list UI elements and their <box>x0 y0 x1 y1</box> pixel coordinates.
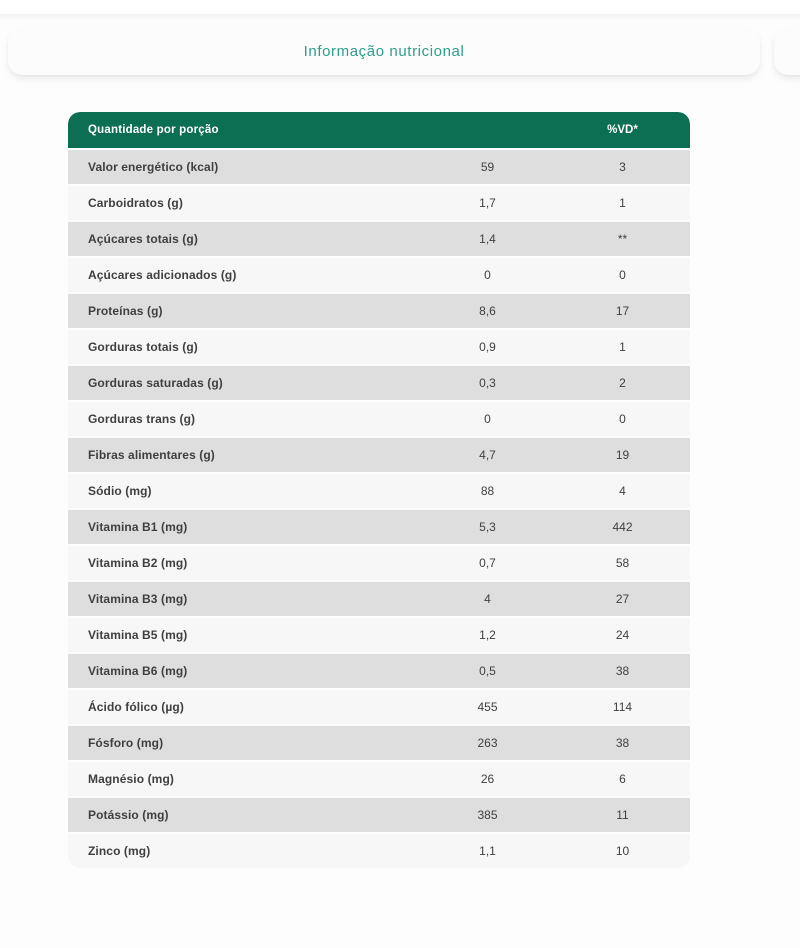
nutrient-label: Proteínas (g) <box>88 304 163 318</box>
nutrient-label: Vitamina B1 (mg) <box>88 520 188 534</box>
table-row <box>68 150 690 184</box>
nutrient-label: Açúcares totais (g) <box>88 232 198 246</box>
nutrient-quantity: 4,7 <box>479 448 496 462</box>
nutrient-quantity: 0,5 <box>479 664 496 678</box>
nutrient-label: Fósforo (mg) <box>88 736 164 750</box>
nutrient-quantity: 0 <box>484 412 491 426</box>
nutrient-vd: 27 <box>615 592 630 606</box>
nutrient-quantity: 1,2 <box>479 628 496 642</box>
nutrient-label: Açúcares adicionados (g) <box>88 268 237 282</box>
nutrient-quantity: 59 <box>480 160 495 174</box>
nutrient-vd: 2 <box>619 376 626 390</box>
nutrient-vd: 6 <box>619 772 626 786</box>
nutrient-quantity: 385 <box>477 808 498 822</box>
nutrient-label: Gorduras totais (g) <box>88 340 198 354</box>
table-row <box>68 258 690 292</box>
table-row <box>68 762 690 796</box>
table-row <box>68 438 690 472</box>
nutrient-vd: 19 <box>615 448 630 462</box>
table-row <box>68 582 690 616</box>
table-body <box>68 150 690 868</box>
nutrient-quantity: 1,1 <box>479 844 496 858</box>
nutrient-vd: 38 <box>615 664 630 678</box>
table-row <box>68 546 690 580</box>
nutrient-quantity: 88 <box>480 484 495 498</box>
nutrition-table <box>68 112 690 868</box>
nutrient-vd: 1 <box>619 340 626 354</box>
nutrient-vd: ** <box>617 232 628 246</box>
nutrient-label: Fibras alimentares (g) <box>88 448 215 462</box>
nutrient-label: Ácido fólico (µg) <box>88 700 184 714</box>
column-header-vd: %VD* <box>607 124 638 136</box>
nutrient-quantity: 26 <box>480 772 495 786</box>
nutrient-quantity: 0,9 <box>479 340 496 354</box>
table-row <box>68 294 690 328</box>
table-row <box>68 798 690 832</box>
nutrient-vd: 17 <box>615 304 630 318</box>
nutrient-quantity: 1,7 <box>479 196 496 210</box>
nutrient-label: Zinco (mg) <box>88 844 151 858</box>
table-row <box>68 618 690 652</box>
column-header-quantity: Quantidade por porção <box>88 124 219 136</box>
table-row <box>68 690 690 724</box>
nutrient-quantity: 0,3 <box>479 376 496 390</box>
nutrient-quantity: 455 <box>477 700 498 714</box>
nutrient-label: Vitamina B5 (mg) <box>88 628 188 642</box>
accordion-title: Informação nutricional <box>303 43 465 60</box>
nutrient-label: Potássio (mg) <box>88 808 169 822</box>
nutrient-vd: 442 <box>612 520 633 534</box>
nutrient-label: Vitamina B2 (mg) <box>88 556 188 570</box>
table-row <box>68 402 690 436</box>
nutrient-vd: 38 <box>615 736 630 750</box>
nutrient-vd: 114 <box>612 700 633 714</box>
nutrient-label: Magnésio (mg) <box>88 772 174 786</box>
nutrient-vd: 11 <box>616 808 629 822</box>
nutrient-label: Valor energético (kcal) <box>88 160 219 174</box>
previous-section-edge <box>0 0 800 14</box>
table-row <box>68 186 690 220</box>
nutrient-quantity: 8,6 <box>479 304 496 318</box>
nutrient-vd: 58 <box>615 556 630 570</box>
nutrient-vd: 1 <box>619 196 626 210</box>
table-row <box>68 222 690 256</box>
nutrient-vd: 10 <box>615 844 630 858</box>
table-header-row <box>68 112 690 148</box>
nutrient-quantity: 4 <box>484 592 491 606</box>
table-row <box>68 510 690 544</box>
table-row <box>68 330 690 364</box>
table-row <box>68 654 690 688</box>
nutrient-quantity: 0,7 <box>479 556 496 570</box>
nutrient-quantity: 0 <box>484 268 491 282</box>
table-row <box>68 366 690 400</box>
table-row <box>68 474 690 508</box>
adjacent-panel-edge[interactable] <box>774 28 800 75</box>
table-row <box>68 726 690 760</box>
nutrient-vd: 24 <box>615 628 630 642</box>
nutrient-label: Gorduras trans (g) <box>88 412 196 426</box>
nutrient-quantity: 1,4 <box>479 232 496 246</box>
nutrient-vd: 4 <box>619 484 626 498</box>
table-row <box>68 834 690 868</box>
nutrient-label: Carboidratos (g) <box>88 196 183 210</box>
nutrient-quantity: 5,3 <box>479 520 496 534</box>
nutrient-label: Sódio (mg) <box>88 484 152 498</box>
nutrient-label: Gorduras saturadas (g) <box>88 376 223 390</box>
nutrient-label: Vitamina B3 (mg) <box>88 592 188 606</box>
nutrient-label: Vitamina B6 (mg) <box>88 664 188 678</box>
nutrient-vd: 3 <box>619 160 626 174</box>
accordion-header-nutrition[interactable] <box>8 28 760 75</box>
nutrient-quantity: 263 <box>477 736 498 750</box>
nutrient-vd: 0 <box>619 412 626 426</box>
nutrient-vd: 0 <box>619 268 626 282</box>
